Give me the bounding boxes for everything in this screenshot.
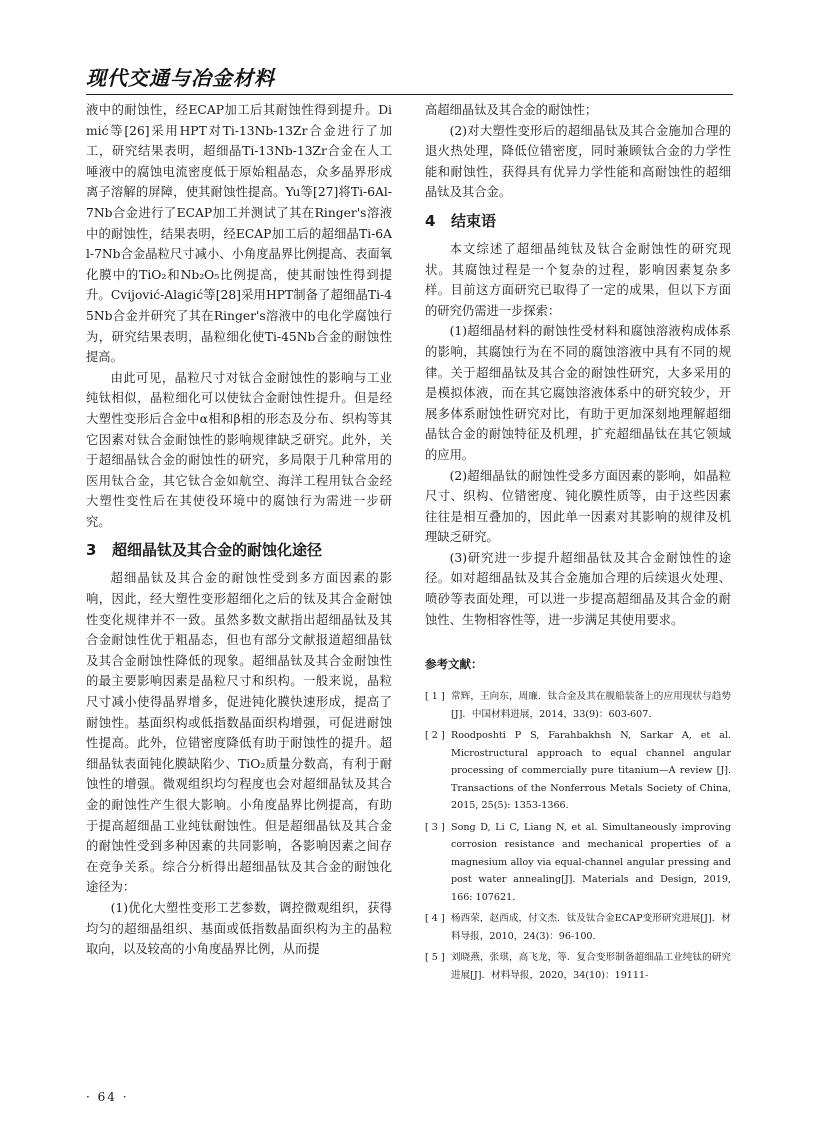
paragraph: 超细晶钛及其合金的耐蚀性受到多方面因素的影响，因此，经大塑性变形超细化之后的钛及其合金耐蚀性变化规律并不一致。虽然多数文献指出超细晶钛及其合金耐蚀性优于粗晶态，但也有部分文献报道超细晶钛及其合金耐蚀性降低的现象。超细晶钛及其合金耐蚀性的最主要影响因素是晶粒尺寸和织构。一般来说，晶粒尺寸减小使得晶界增多，促进钝化膜快速形成，提高了耐蚀性。基面织构或低指数晶面织构增强，可促进耐蚀性提高。此外，位错密度降低有助于耐蚀性的提升。超细晶钛表面钝化膜缺陷少、TiO₂质量分数高，有利于耐蚀性的增强。微观组织均匀程度也会对超细晶钛及其合金的耐蚀性产生很大影响。小角度晶界比例提高，有助于提高超细晶工业纯钛耐蚀性。但是超细晶钛及其合金的耐蚀性受到多种因素的共同影响，各影响因素之间存在竞争关系。综合分析得出超细晶钛及其合金的耐蚀化途径为： [86,571,392,895]
reference-list [425,688,731,984]
reference-number: [ 5 ] [425,952,445,964]
section-title: 结束语 [451,211,497,230]
reference-text: 常辉，王向东，周廉．钛合金及其在舰船装备上的应用现状与趋势[J]．中国材料进展，2014，33(9)：603-607. [451,691,731,720]
left-column [86,100,392,960]
paragraph: 本文综述了超细晶纯钛及钛合金耐蚀性的研究现状。其腐蚀过程是一个复杂的过程，影响因素复杂多样。目前这方面研究已取得了一定的成果，但以下方面的研究仍需进一步探索： [425,241,731,318]
reference-item [425,949,731,984]
reference-item [425,819,731,907]
reference-number: [ 4 ] [425,913,445,925]
paragraph: 由此可见，晶粒尺寸对钛合金耐蚀性的影响与工业纯钛相似，晶粒细化可以使钛合金耐蚀性提升。但是经大塑性变形后合金中α相和β相的形态及分布、织构等其它因素对钛合金耐蚀性的影响规律缺乏研究。此外，关于超细晶钛合金的耐蚀性的研究，多局限于几种常用的医用钛合金，其它钛合金如航空、海洋工程用钛合金经大塑性变性后在其使役环境中的腐蚀行为需进一步研究。 [86,370,392,529]
section-heading [425,203,731,239]
section-number: 3 [86,541,97,560]
reference-number: [ 1 ] [425,691,445,703]
paragraph: (2)超细晶钛的耐蚀性受多方面因素的影响，如晶粒尺寸、织构、位错密度、钝化膜性质等，由于这些因素往往是相互叠加的，因此单一因素对其影响的规律及机理缺乏研究。 [425,468,731,545]
section-title: 超细晶钛及其合金的耐蚀化途径 [112,541,323,560]
reference-text: 杨西荣，赵西成，付文杰．钛及钛合金ECAP变形研究进展[J]．材料导报，2010，24(3)：96-100. [451,913,731,942]
paragraph: (2)对大塑性变形后的超细晶钛及其合金施加合理的退火热处理，降低位错密度，同时兼顾钛合金的力学性能和耐蚀性，获得具有优异力学性能和高耐蚀性的超细晶钛及其合金。 [425,123,731,200]
paragraph: (1)超细晶材料的耐蚀性受材料和腐蚀溶液构成体系的影响，其腐蚀行为在不同的腐蚀溶液中具有不同的规律。关于超细晶钛及其合金的耐蚀性研究，大多采用的是模拟体液，而在其它腐蚀溶液体系中的研究较少，开展多体系耐蚀性研究对比，有助于更加深刻地理解超细晶钛合金的耐蚀特征及机理，扩充超细晶钛在其它领域的应用。 [425,324,731,462]
section-number: 4 [425,211,436,230]
paragraph: 高超细晶钛及其合金的耐蚀性； [425,103,598,117]
reference-text: Roodposhti P S, Farahbakhsh N, Sarkar A, et al. Microstructural approach to equal channel angular processing of commercially pure titanium—A review [J]. Transactions of the Nonferrous Metals Society of China, 2015, 25(5): 1353-1366. [451,730,731,812]
page-number: · 64 · [86,1090,129,1104]
references-heading: 参考文献： [425,657,483,672]
reference-item [425,688,731,723]
reference-item [425,727,731,815]
reference-text: Song D, Li C, Liang N, et al. Simultaneously improving corrosion resistance and mechanical properties of a magnesium alloy via equal-channel angular pressing and post water annealing[J]. Materials and Design, 2019, 166: 107621. [451,821,731,903]
reference-number: [ 2 ] [425,730,445,742]
right-column [425,100,731,988]
section-heading [86,532,392,568]
reference-item [425,910,731,945]
paragraph: 液中的耐蚀性，经ECAP加工后其耐蚀性得到提升。Dimić等[26]采用HPT对Ti-13Nb-13Zr合金进行了加工，研究结果表明，超细晶Ti-13Nb-13Zr合金在人工唾液中的腐蚀电流密度低于原始粗晶态，众多晶界形成离子溶解的屏障，使其耐蚀性提高。Yu等[27]将Ti-6Al-7Nb合金进行了ECAP加工并测试了其在Ringer's溶液中的耐蚀性，结果表明，经ECAP加工后的超细晶Ti-6Al-7Nb合金晶粒尺寸减小、小角度晶界比例提高、表面氧化膜中的TiO₂和Nb₂O₅比例提高，使其耐蚀性得到提升。Cvijović-Alagić等[28]采用HPT制备了超细晶Ti-45Nb合金并研究了其在Ringer's溶液中的电化学腐蚀行为，研究结果表明，晶粒细化使Ti-45Nb合金的耐蚀性提高。 [86,103,392,365]
paragraph: (1)优化大塑性变形工艺参数，调控微观组织，获得均匀的超细晶组织、基面或低指数晶面织构为主的晶粒取向，以及较高的小角度晶界比例，从而提 [86,900,392,957]
reference-number: [ 3 ] [425,821,445,833]
header-rule [86,94,733,95]
paragraph: (3)研究进一步提升超细晶钛及其合金耐蚀性的途径。如对超细晶钛及其合金施加合理的后续退火处理、喷砂等表面处理，可以进一步提高超细晶及其合金的耐蚀性、生物相容性等，进一步满足其使用要求。 [425,550,731,627]
journal-logo: 现代交通与冶金材料 [86,66,275,90]
reference-text: 刘晓燕，张琪，高飞龙，等．复合变形制备超细晶工业纯钛的研究进展[J]．材料导报，2020，34(10)：19111- [451,952,731,981]
